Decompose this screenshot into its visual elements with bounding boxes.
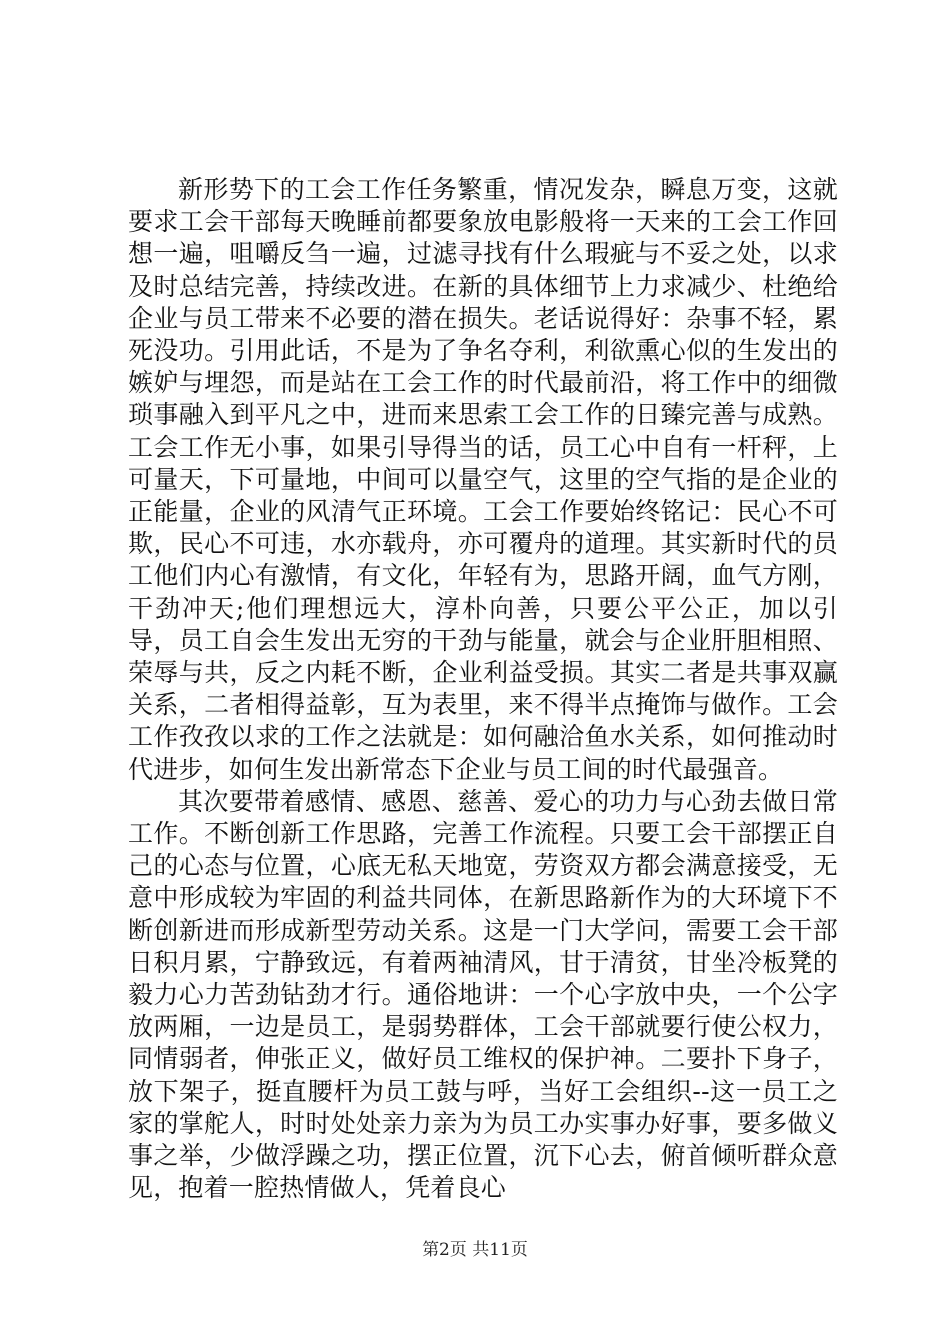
page-number-footer: 第2页 共11页: [422, 1240, 528, 1260]
paragraph-2: 其次要带着感情、感恩、慈善、爱心的功力与心劲去做日常工作。不断创新工作思路，完善工作流程。只要工会干部摆正自己的心态与位置，心底无私天地宽，劳资双方都会满意接受，无意中形成较为牢固的利益共同体，在新思路新作为的大环境下不断创新进而形成新型劳动关系。这是一门大学问，需要工会干部日积月累，宁静致远，有着两袖清风，甘于清贫，甘坐冷板凳的毅力心力苦劲钻劲才行。通俗地讲：一个心字放中央，一个公字放两厢，一边是员工，是弱势群体，工会干部就要行使公权力，同情弱者，伸张正义，做好员工维权的保护神。二要扑下身子，放下架子，挺直腰杆为员工鼓与呼，当好工会组织--这一员工之家的掌舵人，时时处处亲力亲为为员工办实事办好事，要多做义事之举，少做浮躁之功，摆正位置，沉下心去，俯首倾听群众意见，抱着一腔热情做人，凭着良心: [128, 786, 838, 1203]
paragraph-1: 新形势下的工会工作任务繁重，情况发杂，瞬息万变，这就要求工会干部每天晚睡前都要象放电影般将一天来的工会工作回想一遍，咀嚼反刍一遍，过滤寻找有什么瑕疵与不妥之处，以求及时总结完善，持续改进。在新的具体细节上力求减少、杜绝给企业与员工带来不必要的潜在损失。老话说得好：杂事不轻，累死没功。引用此话，不是为了争名夺利，利欲熏心似的生发出的嫉妒与埋怨，而是站在工会工作的时代最前沿，将工作中的细微琐事融入到平凡之中，进而来思索工会工作的日臻完善与成熟。工会工作无小事，如果引导得当的话，员工心中自有一杆秤，上可量天，下可量地，中间可以量空气，这里的空气指的是企业的正能量，企业的风清气正环境。工会工作要始终铭记：民心不可欺，民心不可违，水亦载舟，亦可覆舟的道理。其实新时代的员工他们内心有激情，有文化，年轻有为，思路开阔，血气方刚，干劲冲天;他们理想远大，淳朴向善，只要公平公正，加以引导，员工自会生发出无穷的干劲与能量，就会与企业肝胆相照、荣辱与共，反之内耗不断，企业利益受损。其实二者是共事双赢关系，二者相得益彰，互为表里，来不得半点掩饰与做作。工会工作孜孜以求的工作之法就是：如何融洽鱼水关系，如何推动时代进步，如何生发出新常态下企业与员工间的时代最强音。: [128, 175, 838, 784]
document-body: [128, 174, 838, 1205]
